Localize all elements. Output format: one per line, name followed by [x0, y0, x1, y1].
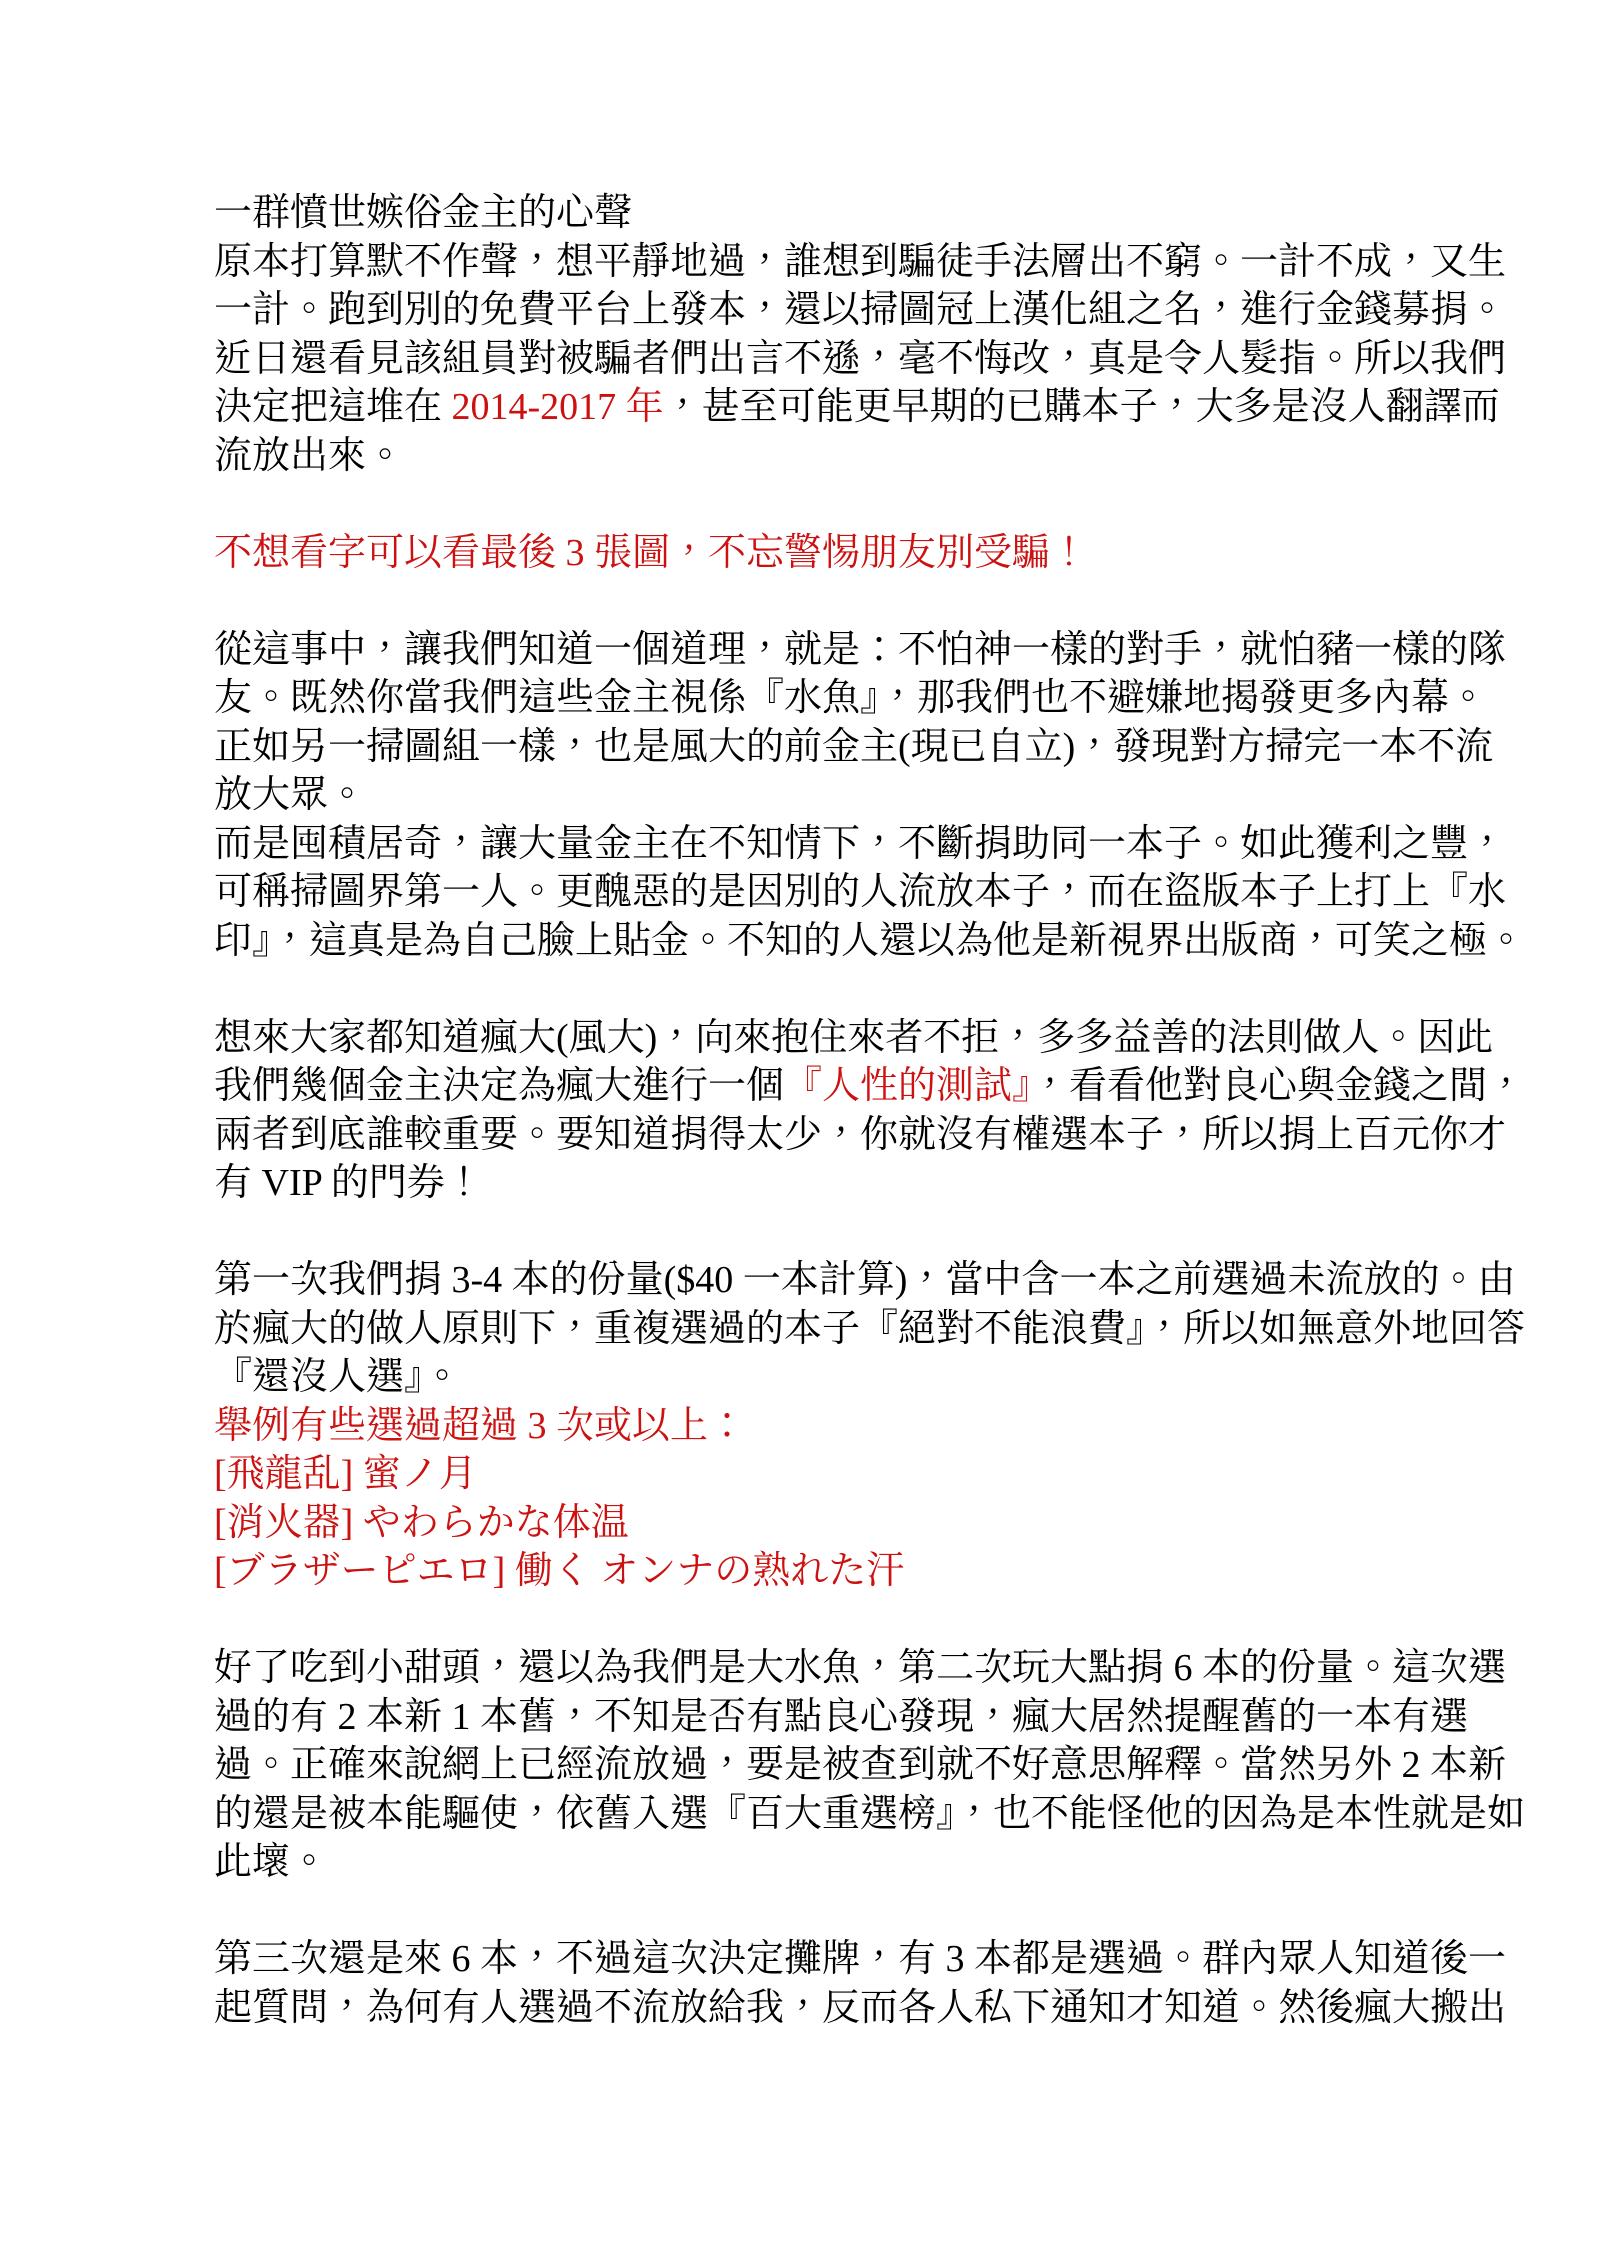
text-line [214, 1353, 1474, 1402]
text-line [214, 1062, 1526, 1111]
text-segment: 我們幾個金主決定為瘋大進行一個 [214, 1065, 785, 1107]
text-segment: 兩者到底誰較重要。要知道捐得太少，你就沒有權選本子，所以捐上百元你才 [214, 1113, 1507, 1156]
text-line [214, 1838, 1474, 1887]
text-segment: 過的有 2 本新 1 本舊，不知是否有點良心發現，瘋大居然提醒舊的一本有選 [214, 1695, 1469, 1738]
document-body [214, 189, 1526, 2032]
text-segment: 一計。跑到別的免費平台上發本，還以掃圖冠上漢化組之名，進行金錢募捐。 [214, 289, 1507, 331]
text-line [214, 1693, 1474, 1742]
blank-line [214, 1887, 1474, 1936]
text-line [214, 1111, 1507, 1160]
text-segment: 而是囤積居奇，讓大量金主在不知情下，不斷捐助同一本子。如此獲利之豐， [214, 822, 1507, 865]
red-text-segment: 2014-2017 年 [451, 386, 664, 428]
text-segment: 的還是被本能驅使，依舊入選『百大重選榜』，也不能怪他的因為是本性就是如 [214, 1792, 1526, 1835]
text-segment: 過。正確來說網上已經流放過，要是被查到就不好意思解釋。當然另外 2 本新 [214, 1744, 1507, 1786]
text-line [214, 917, 1526, 966]
text-segment: 決定把這堆在 [214, 386, 452, 428]
text-segment: 從這事中，讓我們知道一個道理，就是：不怕神一樣的對手，就怕豬一樣的隊 [214, 628, 1507, 671]
text-segment: 印』，這真是為自己臉上貼金。不知的人還以為他是新視界出版商，可笑之極。 [214, 919, 1526, 962]
text-segment: 好了吃到小甜頭，還以為我們是大水魚，第二次玩大點捐 6 本的份量。這次選 [214, 1647, 1507, 1689]
red-text-segment: [ブラザーピエロ] 働く オンナの熟れた汗 [214, 1550, 905, 1592]
text-segment: 『還沒人選』。 [214, 1356, 462, 1398]
text-line [214, 1984, 1507, 2033]
text-line [214, 868, 1507, 917]
text-line [214, 383, 1500, 432]
text-line [214, 1499, 1474, 1548]
text-line [214, 1450, 1474, 1499]
text-line [214, 335, 1507, 384]
text-line [214, 1644, 1507, 1693]
red-text-segment: 不想看字可以看最後 3 張圖，不忘警惕朋友別受騙！ [214, 531, 1089, 574]
text-line [214, 626, 1507, 675]
text-line [214, 1741, 1507, 1790]
text-line [214, 1014, 1494, 1063]
text-line [214, 1159, 1474, 1208]
text-segment: 放大眾。 [214, 774, 367, 816]
red-text-segment: 舉例有些選過超過 3 次或以上： [214, 1404, 747, 1447]
text-segment: 於瘋大的做人原則下，重複選過的本子『絕對不能浪費』，所以如無意外地回答 [214, 1307, 1526, 1350]
text-segment: ，看看他對良心與金錢之間， [1031, 1065, 1526, 1107]
text-segment: 可稱掃圖界第一人。更醜惡的是因別的人流放本子，而在盜版本子上打上『水 [214, 871, 1507, 913]
red-text-segment: [飛龍乱] 蜜ノ月 [214, 1453, 477, 1495]
text-segment: 起質問，為何有人選過不流放給我，反而各人私下通知才知道。然後瘋大搬出 [214, 1986, 1507, 2029]
text-line [214, 432, 1474, 481]
text-segment: 流放出來。 [214, 434, 405, 477]
text-segment: 此壞。 [214, 1841, 329, 1883]
text-line [214, 286, 1507, 335]
text-segment: 第三次還是來 6 本，不過這次決定攤牌，有 3 本都是選過。群內眾人知道後一 [214, 1938, 1507, 1980]
text-segment: 一群憤世嫉俗金主的心聲 [214, 192, 633, 234]
blank-line [214, 577, 1474, 626]
red-text-segment: 『人性的測試』 [784, 1065, 1032, 1107]
text-segment: 友。既然你當我們這些金主視係『水魚』，那我們也不避嫌地揭發更多內幕。 [214, 677, 1488, 719]
blank-line [214, 965, 1474, 1014]
text-line [214, 674, 1488, 723]
red-text-segment: [消火器] やわらかな体温 [214, 1501, 629, 1544]
blank-line [214, 1596, 1474, 1645]
text-line [214, 1790, 1526, 1839]
text-line [214, 189, 1474, 238]
text-line [214, 723, 1494, 772]
text-segment: 近日還看見該組員對被騙者們出言不遜，毫不悔改，真是令人髮指。所以我們 [214, 337, 1507, 380]
text-line [214, 820, 1507, 869]
text-line [214, 771, 1474, 820]
blank-line [214, 480, 1474, 529]
blank-line [214, 1208, 1474, 1257]
text-line [214, 238, 1507, 287]
text-segment: ，甚至可能更早期的已購本子，大多是沒人翻譯而 [663, 386, 1500, 428]
text-line [214, 1547, 1474, 1596]
text-segment: 第一次我們捐 3-4 本的份量($40 一本計算)，當中含一本之前選過未流放的。由 [214, 1259, 1516, 1301]
text-segment: 想來大家都知道瘋大(風大)，向來抱住來者不拒，多多益善的法則做人。因此 [214, 1016, 1494, 1059]
text-segment: 有 VIP 的門券！ [214, 1162, 483, 1204]
text-line [214, 1935, 1507, 1984]
text-line [214, 1256, 1516, 1305]
text-segment: 原本打算默不作聲，想平靜地過，誰想到騙徒手法層出不窮。一計不成，又生 [214, 240, 1507, 283]
text-line [214, 529, 1474, 578]
text-line [214, 1402, 1474, 1451]
text-segment: 正如另一掃圖組一樣，也是風大的前金主(現已自立)，發現對方掃完一本不流 [214, 725, 1494, 768]
text-line [214, 1305, 1526, 1354]
